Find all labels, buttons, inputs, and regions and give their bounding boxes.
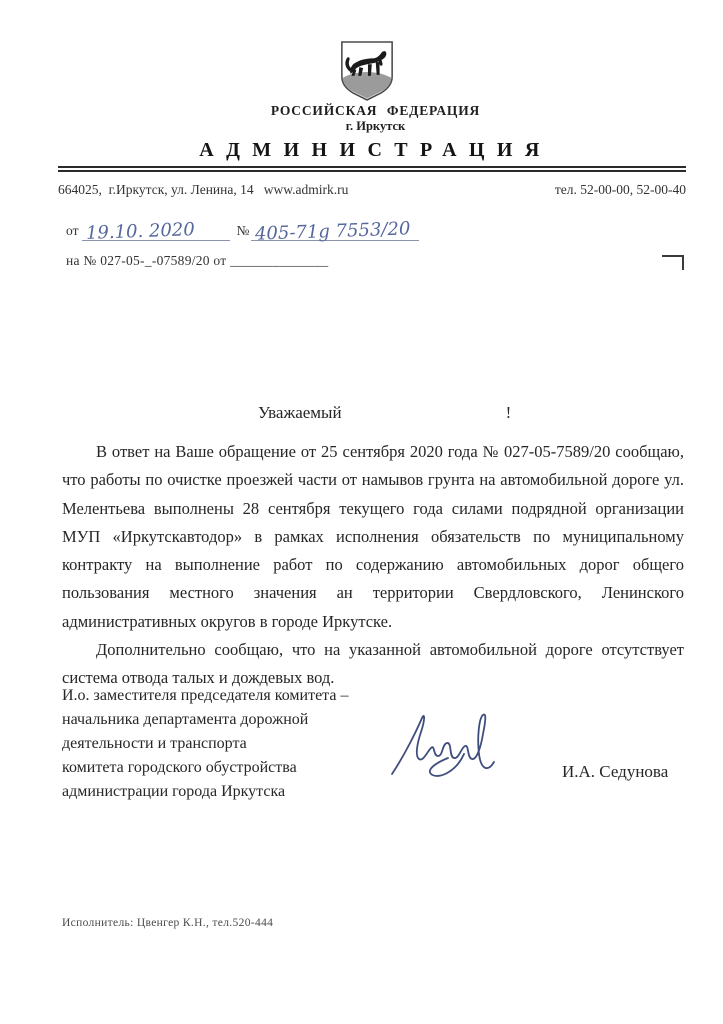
salutation-text: Уважаемый [258, 403, 342, 422]
city-title: г. Иркутск [345, 119, 406, 133]
outgoing-ref-line [66, 218, 419, 245]
signer-position-line: администрации города Иркутска [62, 783, 286, 800]
body-paragraph-2: Дополнительно сообщаю, что на указанной автомобильной дороге отсутствует система отвода талых и дождевых вод. [62, 640, 684, 688]
letter-body [62, 438, 684, 693]
postal-address: 664025, г.Иркутск, ул. Ленина, 14 www.admirk.ru [58, 182, 349, 197]
from-label: от [66, 223, 79, 238]
handwritten-date: 19.10. 2020 [86, 219, 196, 244]
fold-corner-mark-icon [662, 255, 684, 270]
organization-title: АДМИНИСТРАЦИЯ [199, 139, 552, 161]
country-title: РОССИЙСКАЯ ФЕДЕРАЦИЯ [270, 103, 481, 118]
double-rule-divider [58, 166, 686, 172]
irkutsk-coat-of-arms-icon [338, 40, 396, 107]
phone-numbers: тел. 52-00-00, 52-00-40 [554, 182, 686, 197]
signer-name: И.А. Седунова [562, 762, 669, 781]
signer-position-block [62, 684, 422, 804]
body-paragraph-1: В ответ на Ваше обращение от 25 сентября 2020 года № 027-05-7589/20 сообщаю, что работы по очистке проезжей части от намывов грунта на автомобильной дороге ул. Мелентьева выполнены 28 сентября текущего года силами подрядной организации МУП «Иркутскавтодор» в рамках исполнения обязательств по муниципальному контракту на выполнение работ по содержанию автомобильных дорог общего пользования местного значения ан территории Свердловского, Ленинского административных округов в городе Иркутске. [62, 442, 684, 631]
contact-row [58, 182, 686, 198]
signer-position-line: деятельности и транспорта [62, 735, 247, 752]
handwritten-signature-icon [386, 706, 501, 791]
number-label: № [236, 223, 250, 238]
handwritten-number: 405-71g 7553/20 [255, 218, 412, 245]
number-field [251, 218, 419, 245]
signer-position-line: комитета городского обустройства [62, 759, 297, 776]
signer-position-line: начальника департамента дорожной [62, 711, 309, 728]
salutation-line [258, 403, 511, 423]
date-field [82, 219, 230, 244]
executor-note: Исполнитель: Цвенгер К.Н., тел.520-444 [62, 917, 274, 929]
salutation-punctuation: ! [505, 403, 512, 422]
incoming-ref-line: на № 027-05-_-07589/20 от ______________ [66, 253, 329, 268]
signer-position-line: И.о. заместителя председателя комитета – [62, 687, 349, 704]
